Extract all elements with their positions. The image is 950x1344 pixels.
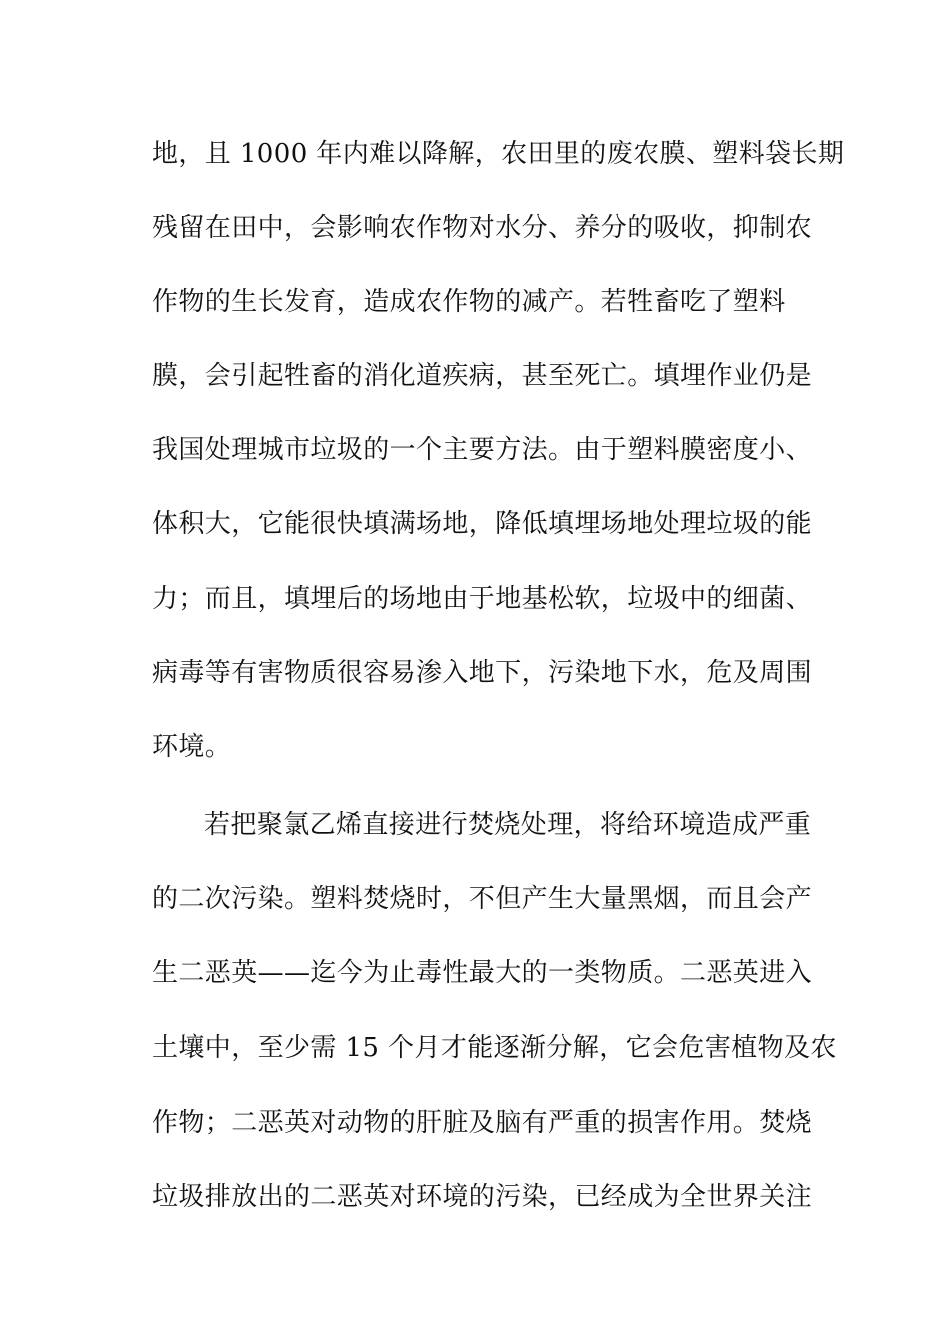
text-line: 环境。 (152, 732, 232, 762)
text-line: 若把聚氯乙烯直接进行焚烧处理，将给环境造成严重 (204, 810, 812, 840)
text-line: 生二恶英——迄今为止毒性最大的一类物质。二恶英进入 (152, 958, 813, 988)
text-line: 残留在田中，会影响农作物对水分、养分的吸收，抑制农 (152, 213, 813, 243)
text-line: 作物的生长发育，造成农作物的减产。若牲畜吃了塑料 (152, 287, 786, 317)
text-line: 地，且 1000 年内难以降解，农田里的废农膜、塑料袋长期 (152, 139, 845, 169)
text-line: 作物；二恶英对动物的肝脏及脑有严重的损害作用。焚烧 (152, 1108, 813, 1138)
text-line: 垃圾排放出的二恶英对环境的污染，已经成为全世界关注 (152, 1182, 813, 1212)
text-line: 我国处理城市垃圾的一个主要方法。由于塑料膜密度小、 (152, 435, 813, 465)
text-line: 土壤中，至少需 15 个月才能逐渐分解，它会危害植物及农 (152, 1033, 837, 1063)
text-line: 体积大，它能很快填满场地，降低填埋场地处理垃圾的能 (152, 509, 813, 539)
text-line: 膜，会引起牲畜的消化道疾病，甚至死亡。填埋作业仍是 (152, 361, 813, 391)
text-line: 力；而且，填埋后的场地由于地基松软，垃圾中的细菌、 (152, 584, 813, 614)
text-line: 病毒等有害物质很容易渗入地下，污染地下水，危及周围 (152, 658, 813, 688)
text-line: 的二次污染。塑料焚烧时，不但产生大量黑烟，而且会产 (152, 884, 813, 914)
